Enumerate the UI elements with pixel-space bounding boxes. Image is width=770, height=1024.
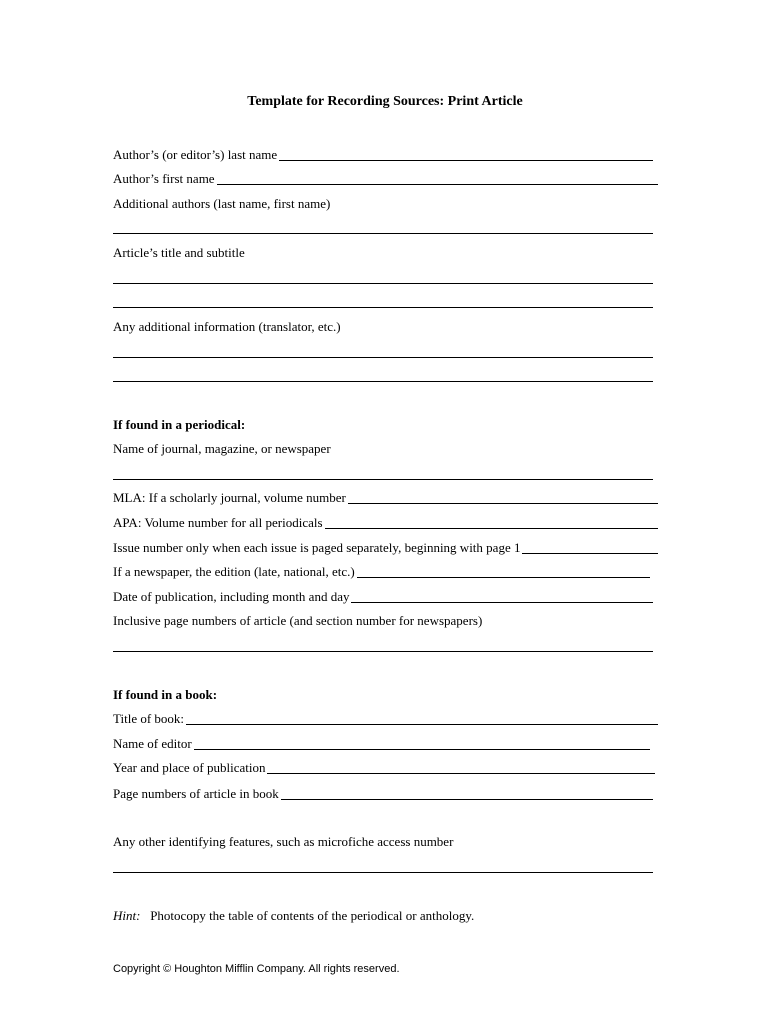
mla-volume-blank[interactable] <box>348 492 658 504</box>
copyright-notice: Copyright © Houghton Mifflin Company. All rights reserved. <box>113 963 400 975</box>
hint-label: Hint: <box>113 908 141 923</box>
article-title-blank-2[interactable] <box>113 307 653 308</box>
page-numbers-field <box>113 613 658 629</box>
article-title-blank-1[interactable] <box>113 283 653 284</box>
author-last-name-field <box>113 147 653 163</box>
issue-number-label: Issue number only when each issue is paged separately, beginning with page 1 <box>113 540 521 555</box>
journal-name-field <box>113 441 658 457</box>
other-features-label: Any other identifying features, such as microfiche access number <box>113 834 454 849</box>
mla-volume-field <box>113 490 658 506</box>
book-pages-blank[interactable] <box>281 788 653 800</box>
journal-name-blank[interactable] <box>113 479 653 480</box>
apa-volume-field <box>113 515 658 531</box>
date-field <box>113 589 653 605</box>
additional-authors-blank[interactable] <box>113 233 653 234</box>
hint <box>113 908 474 924</box>
journal-name-label: Name of journal, magazine, or newspaper <box>113 441 331 456</box>
periodical-heading: If found in a periodical: <box>113 417 246 432</box>
additional-authors-label: Additional authors (last name, first name) <box>113 196 331 211</box>
author-first-name-field <box>113 171 658 187</box>
author-first-name-blank[interactable] <box>217 173 658 185</box>
author-last-name-label: Author’s (or editor’s) last name <box>113 147 278 162</box>
additional-info-field <box>113 319 658 335</box>
mla-volume-label: MLA: If a scholarly journal, volume number <box>113 490 346 505</box>
page-title: Template for Recording Sources: Print Article <box>247 94 523 109</box>
additional-info-label: Any additional information (translator, etc.) <box>113 319 341 334</box>
editor-blank[interactable] <box>194 738 650 750</box>
author-last-name-blank[interactable] <box>279 149 653 161</box>
article-title-field <box>113 245 658 261</box>
apa-volume-blank[interactable] <box>325 517 658 529</box>
year-place-field <box>113 760 655 776</box>
date-blank[interactable] <box>351 591 653 603</box>
book-pages-field <box>113 786 653 802</box>
article-title-label: Article’s title and subtitle <box>113 245 245 260</box>
author-first-name-label: Author’s first name <box>113 171 215 186</box>
issue-number-field <box>113 540 658 556</box>
edition-label: If a newspaper, the edition (late, national, etc.) <box>113 564 355 579</box>
edition-field <box>113 564 650 580</box>
other-features-blank[interactable] <box>113 872 653 873</box>
apa-volume-label: APA: Volume number for all periodicals <box>113 515 323 530</box>
book-title-label: Title of book: <box>113 711 185 726</box>
edition-blank[interactable] <box>357 566 650 578</box>
editor-field <box>113 736 650 752</box>
year-place-blank[interactable] <box>267 762 655 774</box>
book-title-field <box>113 711 658 727</box>
book-heading: If found in a book: <box>113 687 218 702</box>
page-numbers-blank[interactable] <box>113 651 653 652</box>
book-pages-label: Page numbers of article in book <box>113 786 279 801</box>
year-place-label: Year and place of publication <box>113 760 266 775</box>
hint-text: Photocopy the table of contents of the periodical or anthology. <box>150 908 475 923</box>
additional-info-blank-1[interactable] <box>113 357 653 358</box>
editor-label: Name of editor <box>113 736 192 751</box>
other-features-field <box>113 834 658 850</box>
additional-info-blank-2[interactable] <box>113 381 653 382</box>
page-numbers-label: Inclusive page numbers of article (and section number for newspapers) <box>113 613 483 628</box>
date-label: Date of publication, including month and day <box>113 589 350 604</box>
additional-authors-field <box>113 196 658 212</box>
book-title-blank[interactable] <box>186 713 658 725</box>
issue-number-blank[interactable] <box>522 542 658 554</box>
